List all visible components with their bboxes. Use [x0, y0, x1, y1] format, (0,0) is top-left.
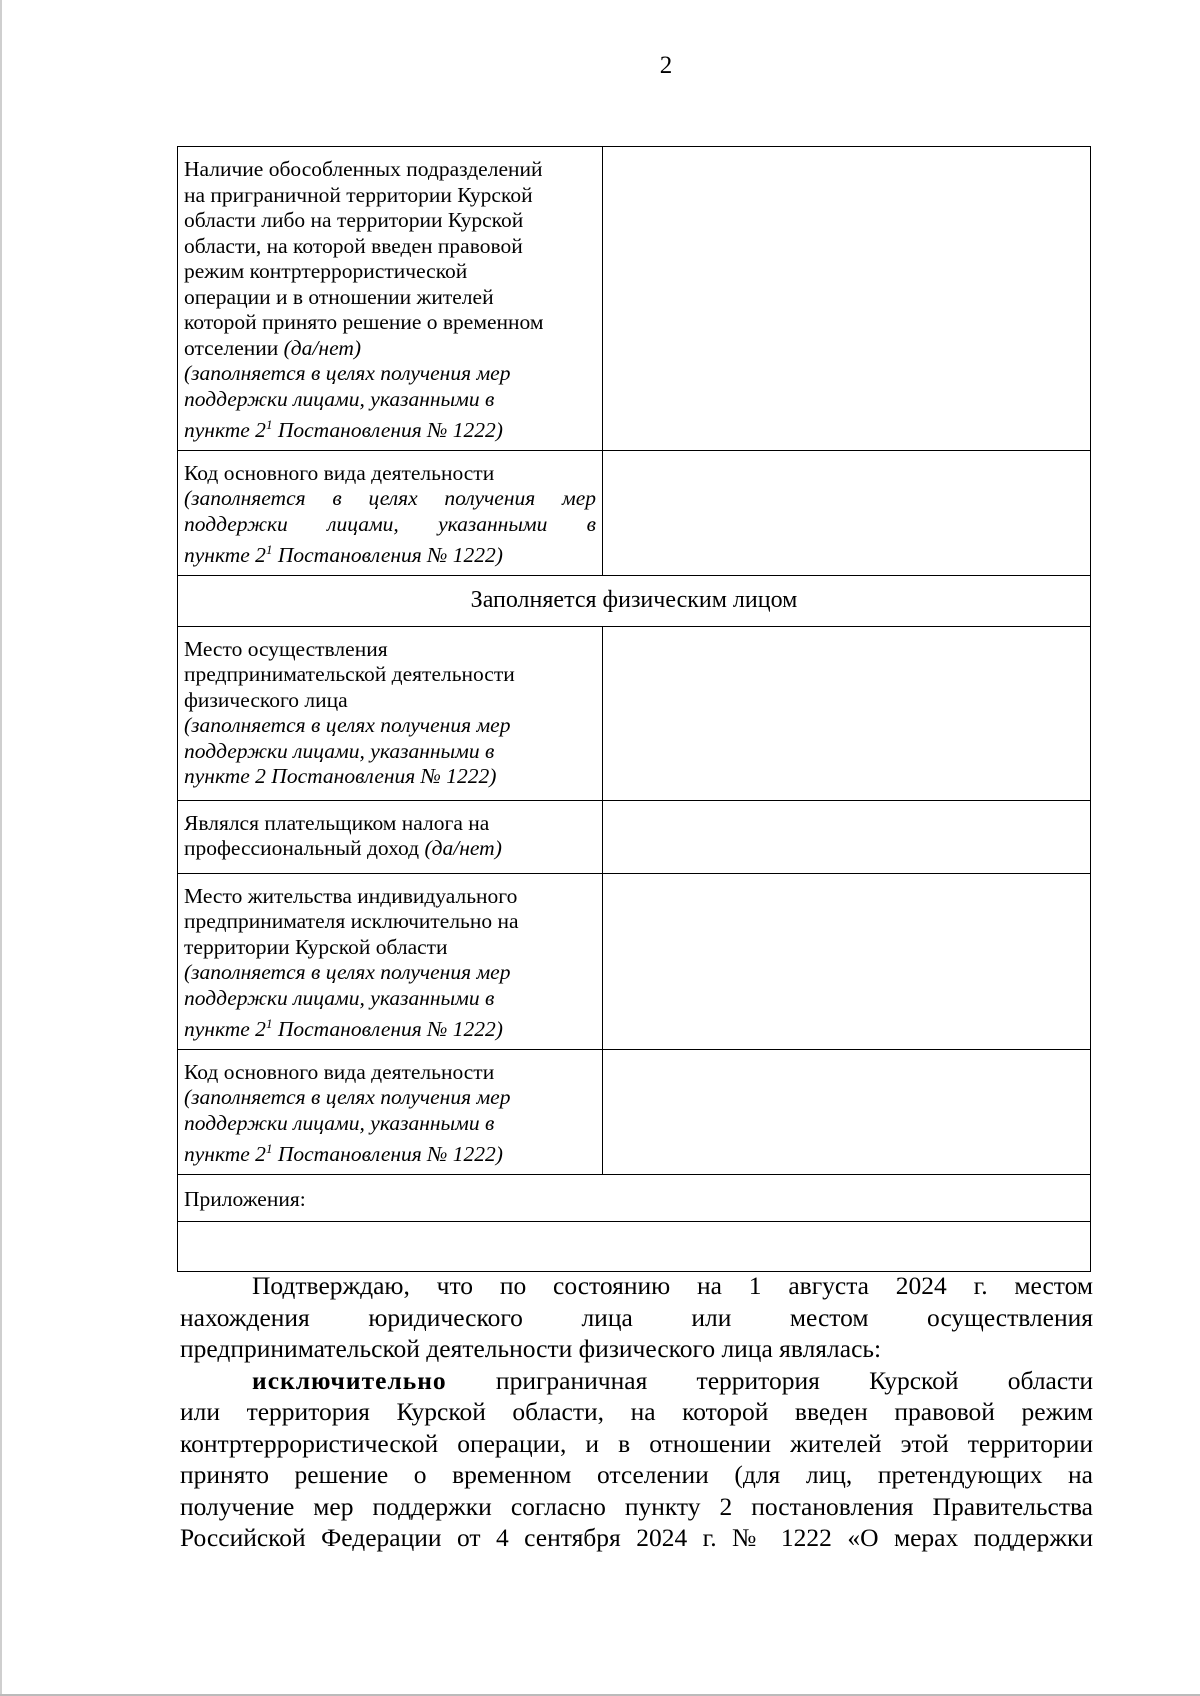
- row-note: (заполняется в целях получения мер поддержки лицами, указанными в пункте $2^1$ Постановления № 1222): [184, 361, 511, 443]
- row-value-field[interactable]: [603, 873, 1091, 1049]
- row-label: Наличие обособленных подразделений на приграничной территории Курской области либо на территории Курской области, на которой введен правовой режим контртеррористической операции и в отношении жителей которой принято решение о временном отселении (да/нет) (заполняется в целях получения мер поддержки лицами, указанными в пункте $2^1$ Постановления № 1222): [178, 147, 603, 451]
- confirmation-paragraph: Подтверждаю, что по состоянию на 1 августа 2024 г. местом нахождения юридического лица или местом осуществления предпринимательской деятельности физического лица являлась:: [180, 1271, 1093, 1363]
- territory-paragraph: исключительно приграничная территория Курской области или территория Курской области, на которой введен правовой режим контртеррористической операции, и в отношении жителей этой территории принято решение о временном отселении (для лиц, претендующих на получение мер поддержки согласно пункту 2 постановления Правительства Российской Федерации от 4 сентября 2024 г. № 1222 «О мерах поддержки: [180, 1365, 1093, 1552]
- table-row: [178, 873, 1091, 1049]
- row-note: (заполняется в целях получения мер поддержки лицами, указанными в пункте $2^1$ Постановления № 1222): [184, 960, 511, 1042]
- table-row: [178, 626, 1091, 800]
- row-value-field[interactable]: [603, 1049, 1091, 1174]
- table-row: [178, 800, 1091, 873]
- row-label: Код основного вида деятельности (заполняется в целях получения мер поддержки лицами, указанными в пункте $2^1$ Постановления № 1222): [178, 1049, 603, 1174]
- table-row: [178, 147, 1091, 451]
- attachments-value-row: [178, 1221, 1091, 1271]
- row-note: (заполняется в целях получения мер поддержки лицами, указанными в пункте $2^1$ Постановления № 1222): [184, 486, 596, 568]
- row-label: Код основного вида деятельности (заполняется в целях получения мер поддержки лицами, указанными в пункте $2^1$ Постановления № 1222): [178, 450, 603, 575]
- table-row: [178, 1049, 1091, 1174]
- table-row: [178, 450, 1091, 575]
- application-form-table: [177, 146, 1091, 1272]
- attachments-field[interactable]: [178, 1221, 1091, 1271]
- attachments-row: [178, 1175, 1091, 1222]
- row-label: Являлся плательщиком налога на профессиональный доход (да/нет): [178, 800, 603, 873]
- row-label: Место жительства индивидуального предпринимателя исключительно на территории Курской области (заполняется в целях получения мер поддержки лицами, указанными в пункте $2^1$ Постановления № 1222): [178, 873, 603, 1049]
- row-value-field[interactable]: [603, 626, 1091, 800]
- attachments-label: Приложения:: [178, 1175, 1091, 1222]
- scan-edge: [0, 0, 2, 1696]
- row-note: (заполняется в целях получения мер поддержки лицами, указанными в пункте 2 Постановления № 1222): [184, 713, 511, 789]
- row-value-field[interactable]: [603, 450, 1091, 575]
- row-label: Место осуществления предпринимательской деятельности физического лица (заполняется в целях получения мер поддержки лицами, указанными в пункте 2 Постановления № 1222): [178, 626, 603, 800]
- page-number: 2: [659, 52, 673, 79]
- row-note: (заполняется в целях получения мер поддержки лицами, указанными в пункте $2^1$ Постановления № 1222): [184, 1085, 511, 1167]
- section-title: Заполняется физическим лицом: [178, 575, 1091, 626]
- row-value-field[interactable]: [603, 800, 1091, 873]
- confirmation-text: [180, 1270, 1093, 1554]
- row-value-field[interactable]: [603, 147, 1091, 451]
- section-header-row: [178, 575, 1091, 626]
